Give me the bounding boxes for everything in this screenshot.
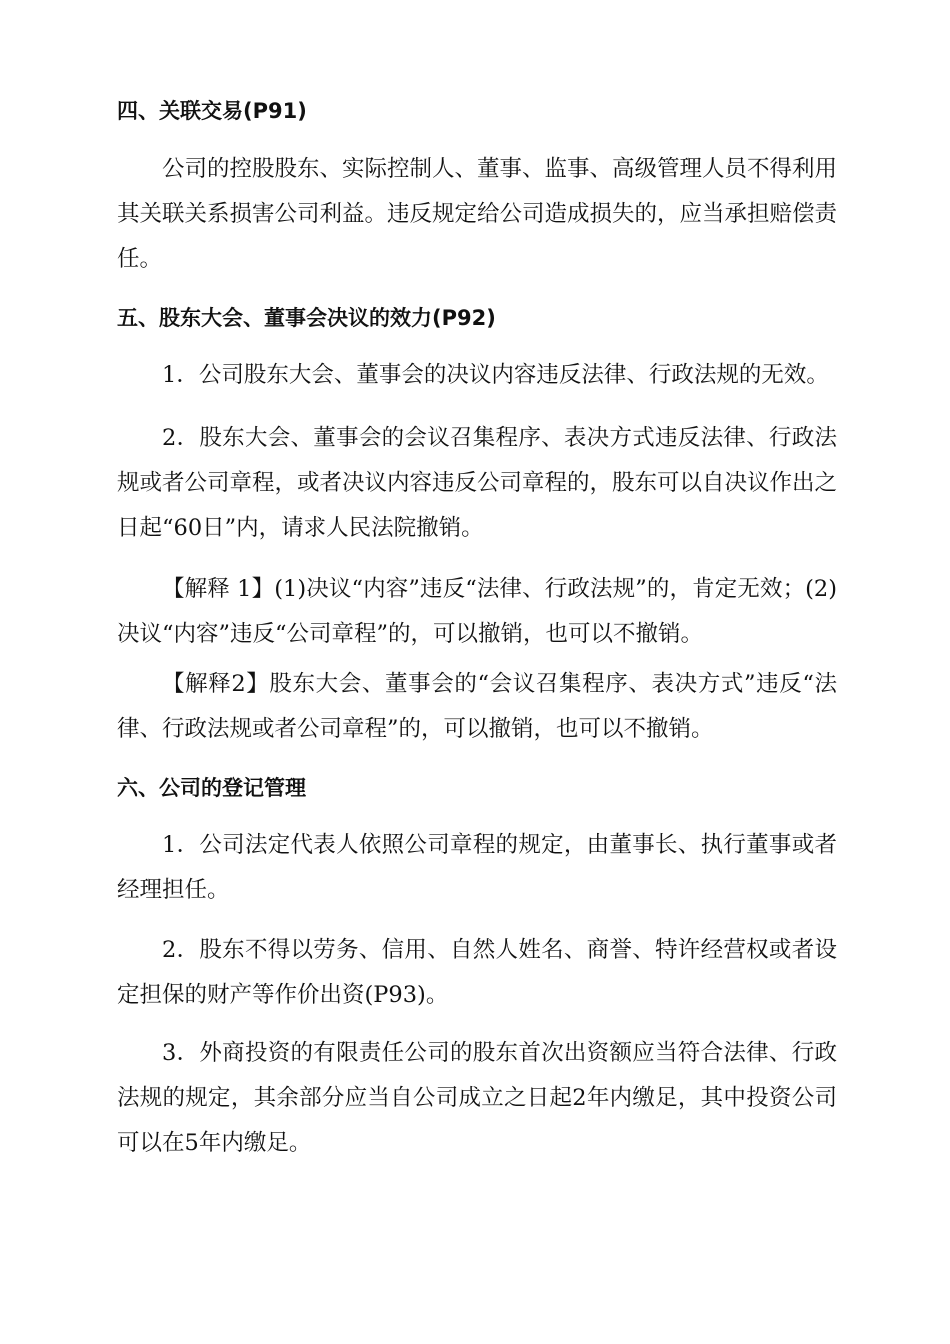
paragraph: 【解释 1】(1)决议“内容”违反“法律、行政法规”的，肯定无效；(2)决议“内容”违反“公司章程”的，可以撤销，也可以不撤销。 bbox=[117, 576, 837, 647]
paragraph: 【解释2】股东大会、董事会的“会议召集程序、表决方式”违反“法律、行政法规或者公司章程”的，可以撤销，也可以不撤销。 bbox=[117, 671, 837, 742]
paragraph: 3．外商投资的有限责任公司的股东首次出资额应当符合法律、行政法规的规定，其余部分应当自公司成立之日起2年内缴足，其中投资公司可以在5年内缴足。 bbox=[117, 1040, 837, 1156]
paragraph: 公司的控股股东、实际控制人、董事、监事、高级管理人员不得利用其关联关系损害公司利益。违反规定给公司造成损失的，应当承担赔偿责任。 bbox=[117, 156, 838, 272]
section-heading-registration: 六、公司的登记管理 bbox=[117, 776, 306, 800]
paragraph: 2．股东不得以劳务、信用、自然人姓名、商誉、特许经营权或者设定担保的财产等作价出资(P93)。 bbox=[117, 937, 837, 1008]
paragraph: 1．公司法定代表人依照公司章程的规定，由董事长、执行董事或者经理担任。 bbox=[117, 832, 837, 903]
paragraph: 1．公司股东大会、董事会的决议内容违反法律、行政法规的无效。 bbox=[162, 362, 829, 388]
section-heading-resolution-validity: 五、股东大会、董事会决议的效力(P92) bbox=[117, 306, 496, 330]
paragraph: 2．股东大会、董事会的会议召集程序、表决方式违反法律、行政法规或者公司章程，或者决议内容违反公司章程的，股东可以自决议作出之日起“60日”内，请求人民法院撤销。 bbox=[117, 425, 838, 541]
section-heading-related-transactions: 四、关联交易(P91) bbox=[117, 99, 307, 123]
